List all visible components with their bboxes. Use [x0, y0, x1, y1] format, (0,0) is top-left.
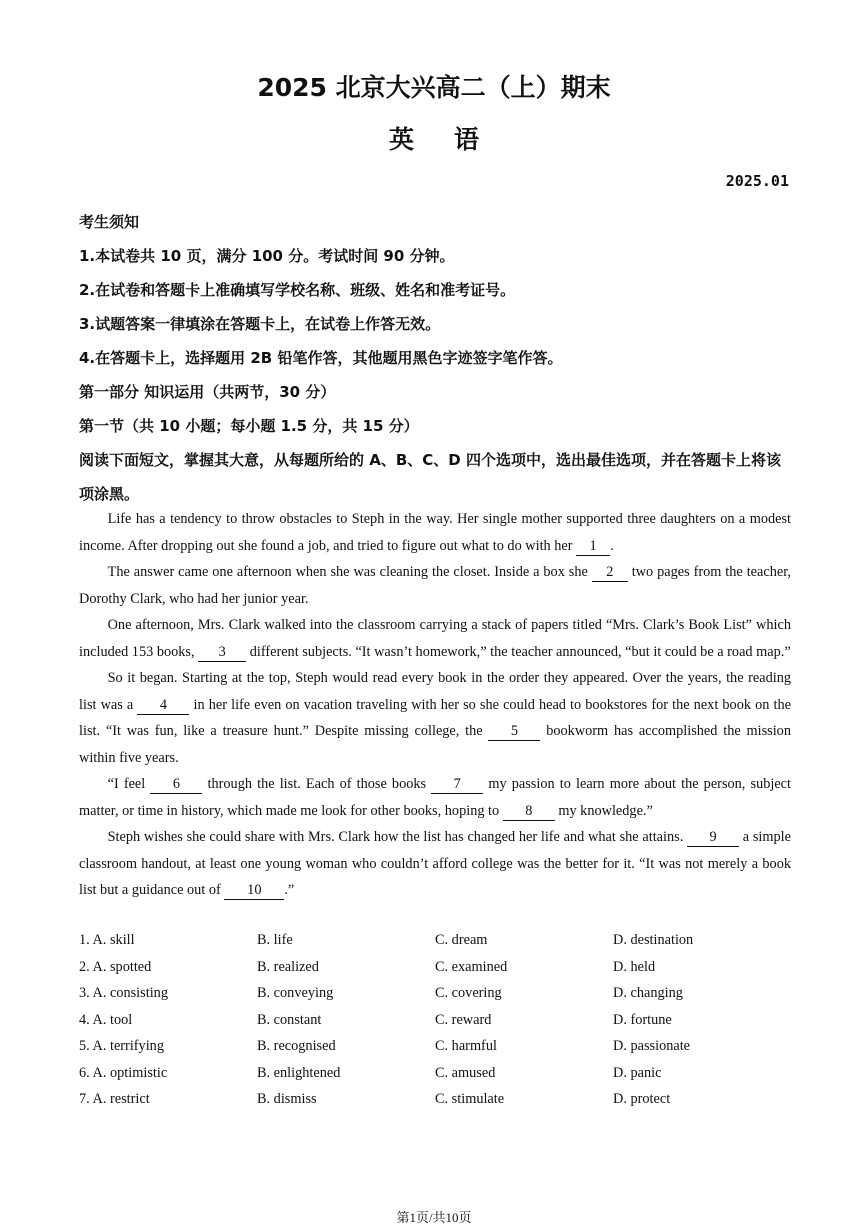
option-a: 5. A. terrifying — [79, 1038, 164, 1054]
note-item-4: 4.在答题卡上，选择题用 2B 铅笔作答，其他题用黑色字迹签字笔作答。 — [79, 349, 563, 367]
passage-text: bookworm has accomplished the mission within five years. — [79, 723, 791, 766]
section-heading: 第一节（共 10 小题；每小题 1.5 分，共 15 分） — [79, 417, 419, 435]
option-b: B. life — [257, 932, 293, 948]
part-heading: 第一部分 知识运用（共两节，30 分） — [79, 383, 336, 401]
option-c: C. examined — [435, 958, 508, 975]
answer-options — [79, 927, 791, 1113]
blank-2: 2 — [592, 563, 628, 582]
option-row-1 — [79, 927, 791, 954]
option-a: 6. A. optimistic — [79, 1064, 168, 1081]
passage-paragraph — [79, 612, 791, 665]
option-row-7 — [79, 1086, 791, 1113]
passage-text: in her life even on vacation traveling with her so she could head to bookstores for the next book on the list. “It was fun, like a treasure hunt.” Despite missing college, the — [79, 696, 791, 739]
option-c: C. reward — [435, 1011, 492, 1028]
option-b: B. enlightened — [257, 1064, 341, 1081]
passage-text: my passion to learn more about the person, subject matter, or time in history, which made me look for other books, hoping to — [79, 776, 791, 819]
blank-10: 10 — [224, 881, 284, 900]
passage-text: One afternoon, Mrs. Clark walked into the classroom carrying a stack of papers titled “Mrs. Clark’s Book List” which included 153 books, — [79, 617, 791, 660]
blank-7: 7 — [431, 775, 483, 794]
option-b: B. realized — [257, 958, 319, 975]
blank-4: 4 — [137, 696, 189, 715]
option-row-5 — [79, 1033, 791, 1060]
passage-text: “I feel — [107, 776, 151, 792]
option-c: C. stimulate — [435, 1091, 505, 1107]
passage-text: .” — [284, 882, 295, 898]
option-a: 2. A. spotted — [79, 958, 152, 975]
blank-9: 9 — [687, 828, 739, 847]
note-item-3: 3.试题答案一律填涂在答题卡上，在试卷上作答无效。 — [79, 315, 441, 333]
passage-text: Life has a tendency to throw obstacles to Steph in the way. Her single mother supported three daughters on a modest income. After dropping out she found a job, and tried to figure out what to do with her — [79, 511, 791, 554]
option-row-6 — [79, 1060, 791, 1087]
option-a: 3. A. consisting — [79, 985, 168, 1001]
exam-date: 2025.01 — [725, 172, 789, 190]
note-item-2: 2.在试卷和答题卡上准确填写学校名称、班级、姓名和准考证号。 — [79, 281, 516, 299]
option-d: D. destination — [613, 932, 694, 948]
passage-paragraph — [79, 771, 791, 824]
passage-text: Steph wishes she could share with Mrs. Clark how the list has changed her life and what she attains. — [107, 829, 688, 845]
option-c: C. covering — [435, 985, 502, 1001]
option-row-3 — [79, 980, 791, 1007]
passage-text: different subjects. “It wasn’t homework,” the teacher announced, “but it could be a road map.” — [246, 643, 791, 660]
blank-5: 5 — [488, 722, 540, 741]
passage-paragraph — [79, 559, 791, 612]
passage-paragraph — [79, 506, 791, 559]
note-item-1: 1.本试卷共 10 页，满分 100 分。考试时间 90 分钟。 — [79, 247, 455, 265]
page-footer: 第1页/共10页 — [396, 1210, 472, 1225]
option-a: 1. A. skill — [79, 932, 135, 948]
option-row-4 — [79, 1007, 791, 1034]
subject-title: 英语 — [388, 125, 519, 154]
notes-heading: 考生须知 — [79, 213, 140, 231]
option-a: 4. A. tool — [79, 1011, 133, 1028]
option-d: D. protect — [613, 1091, 671, 1107]
exam-notes — [79, 205, 791, 511]
passage-text: two pages from the teacher, Dorothy Clark, who had her junior year. — [79, 564, 791, 607]
option-d: D. panic — [613, 1064, 662, 1081]
option-row-2 — [79, 954, 791, 981]
option-b: B. dismiss — [257, 1091, 317, 1107]
option-d: D. changing — [613, 985, 683, 1001]
option-d: D. fortune — [613, 1011, 672, 1028]
passage-text: my knowledge.” — [554, 802, 653, 819]
cloze-passage — [79, 506, 791, 904]
passage-text: The answer came one afternoon when she was cleaning the closet. Inside a box she — [107, 564, 592, 580]
blank-1: 1 — [576, 537, 610, 556]
option-d: D. held — [613, 958, 656, 975]
blank-6: 6 — [150, 775, 202, 794]
option-b: B. conveying — [257, 985, 334, 1001]
option-c: C. harmful — [435, 1038, 497, 1054]
passage-text: So it began. Starting at the top, Steph would read every book in the order they appeared. Over the years, the reading list was a — [79, 670, 791, 713]
option-a: 7. A. restrict — [79, 1091, 150, 1107]
passage-text: a simple classroom handout, at least one young woman who couldn’t afford college was the better for it. “It was not merely a book list but a guidance out of — [79, 829, 791, 898]
passage-paragraph — [79, 665, 791, 771]
option-c: C. dream — [435, 932, 488, 948]
section-instruction: 阅读下面短文，掌握其大意，从每题所给的 A、B、C、D 四个选项中，选出最佳选项，并在答题卡上将该项涂黑。 — [79, 451, 781, 503]
option-c: C. amused — [435, 1064, 496, 1081]
passage-text: . — [610, 537, 614, 554]
exam-title: 2025 北京大兴高二（上）期末 — [257, 73, 611, 102]
passage-text: through the list. Each of those books — [202, 776, 432, 792]
blank-8: 8 — [503, 802, 555, 821]
passage-paragraph — [79, 824, 791, 904]
option-b: B. constant — [257, 1011, 322, 1028]
option-d: D. passionate — [613, 1038, 691, 1054]
blank-3: 3 — [198, 643, 246, 662]
option-b: B. recognised — [257, 1038, 336, 1054]
